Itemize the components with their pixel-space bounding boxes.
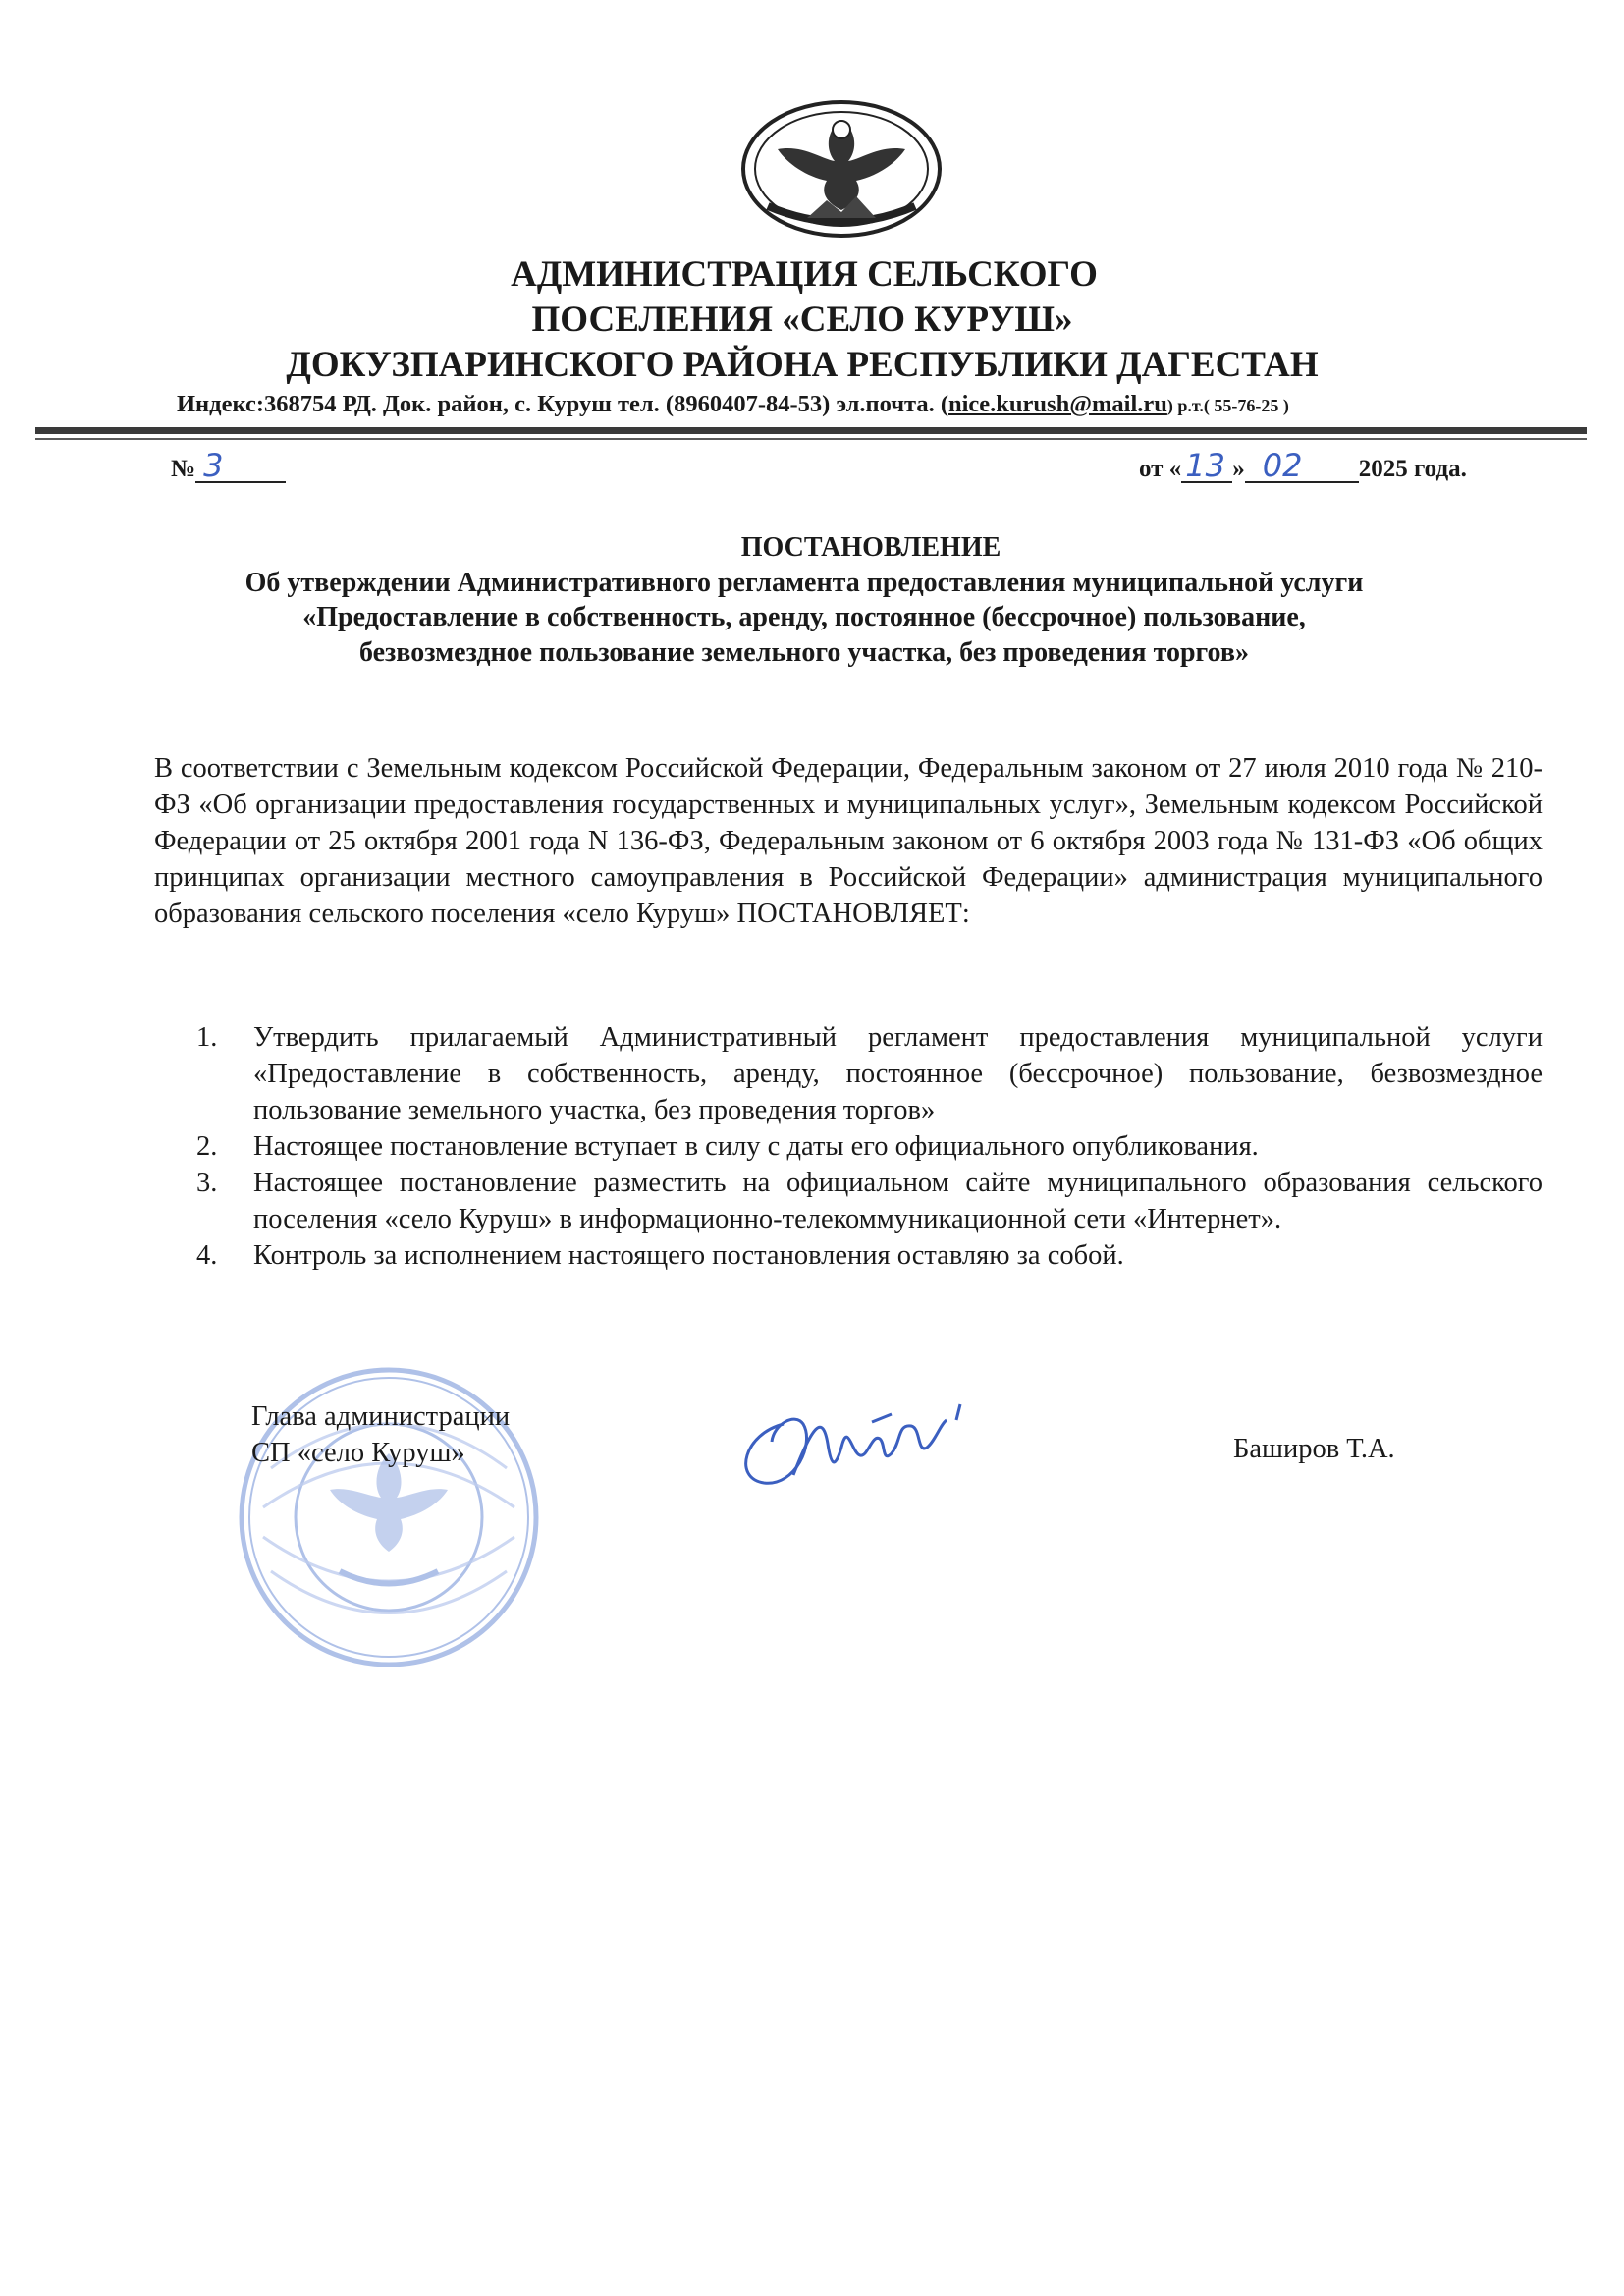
date-month: 02 xyxy=(1262,447,1303,484)
header-divider-thick xyxy=(35,427,1587,434)
item-number: 2. xyxy=(196,1131,218,1162)
title-line-2: «Предоставление в собственность, аренду, постоянное (бессрочное) пользование, xyxy=(302,602,1306,632)
handwritten-signature-icon xyxy=(725,1385,1000,1503)
list-item xyxy=(196,1165,1543,1237)
item-text: Утвердить прилагаемый Административный регламент предоставления муниципальной услуги «Предоставление в собственность, аренду, постоянное (бессрочное) пользование, безвозмездное пользование земельного участка, без проведения торгов» xyxy=(253,1022,1543,1125)
header-line-2: ПОСЕЛЕНИЯ «СЕЛО КУРУШ» xyxy=(531,300,1073,340)
number-label: № xyxy=(171,456,196,482)
date-day: 13 xyxy=(1185,447,1225,484)
date-month-underline xyxy=(1245,447,1359,484)
signatory-name: Баширов Т.А. xyxy=(1233,1434,1395,1464)
date-prefix: от « xyxy=(1139,456,1182,482)
item-number: 3. xyxy=(196,1168,218,1198)
header-line-1: АДМИНИСТРАЦИЯ СЕЛЬСКОГО xyxy=(511,254,1098,295)
item-text: Контроль за исполнением настоящего постановления оставляю за собой. xyxy=(253,1240,1124,1271)
signatory-position xyxy=(251,1398,510,1471)
item-number: 1. xyxy=(196,1022,218,1053)
document-type: ПОСТАНОВЛЕНИЕ xyxy=(740,532,1001,563)
list-item xyxy=(196,1128,1543,1165)
list-item xyxy=(196,1237,1543,1274)
position-line-1: Глава администрации xyxy=(251,1401,511,1432)
header-line-3: ДОКУЗПАРИНСКОГО РАЙОНА РЕСПУБЛИКИ ДАГЕСТАН xyxy=(286,345,1319,385)
list-item xyxy=(196,1019,1543,1128)
address-suffix: ) р.т.( 55-76-25 ) xyxy=(1166,396,1289,415)
header-divider-thin xyxy=(35,438,1587,440)
item-text: Настоящее постановление разместить на официальном сайте муниципального образования сельского поселения «село Куруш» в информационно-телекоммуникационной сети «Интернет». xyxy=(253,1168,1543,1234)
title-line-3: безвозмездное пользование земельного участка, без проведения торгов» xyxy=(359,637,1249,668)
document-date xyxy=(1139,447,1467,484)
number-underline xyxy=(195,447,286,484)
preamble-paragraph: В соответствии с Земельным кодексом Российской Федерации, Федеральным законом от 27 июля 2010 года № 210-ФЗ «Об организации предоставления государственных и муниципальных услуг», Земельным кодексом Российской Федерации от 25 октября 2001 года N 136-ФЗ, Федеральным законом от 6 октября 2003 года № 131-ФЗ «Об общих принципах организации местного самоуправления в Российской Федерации» администрация муниципального образования сельского поселения «село Куруш» ПОСТАНОВЛЯЕТ: xyxy=(154,753,1543,929)
position-line-2: СП «село Куруш» xyxy=(251,1438,465,1468)
title-line-1: Об утверждении Административного регламента предоставления муниципальной услуги xyxy=(244,568,1364,598)
dagestan-coat-of-arms-icon xyxy=(729,90,954,246)
date-mid: » xyxy=(1232,456,1245,482)
date-day-underline xyxy=(1181,447,1232,484)
item-number: 4. xyxy=(196,1240,218,1271)
decree-items xyxy=(196,1019,1543,1274)
address-prefix: Индекс:368754 РД. Док. район, с. Куруш тел. (8960407-84-53) эл.почта. ( xyxy=(177,391,948,417)
document-number xyxy=(171,447,286,484)
header-address xyxy=(177,391,1591,418)
item-text: Настоящее постановление вступает в силу с даты его официального опубликования. xyxy=(253,1131,1259,1162)
email-link[interactable]: nice.kurush@mail.ru xyxy=(948,391,1167,417)
date-year: 2025 года. xyxy=(1358,456,1467,482)
number-value: 3 xyxy=(203,447,224,484)
